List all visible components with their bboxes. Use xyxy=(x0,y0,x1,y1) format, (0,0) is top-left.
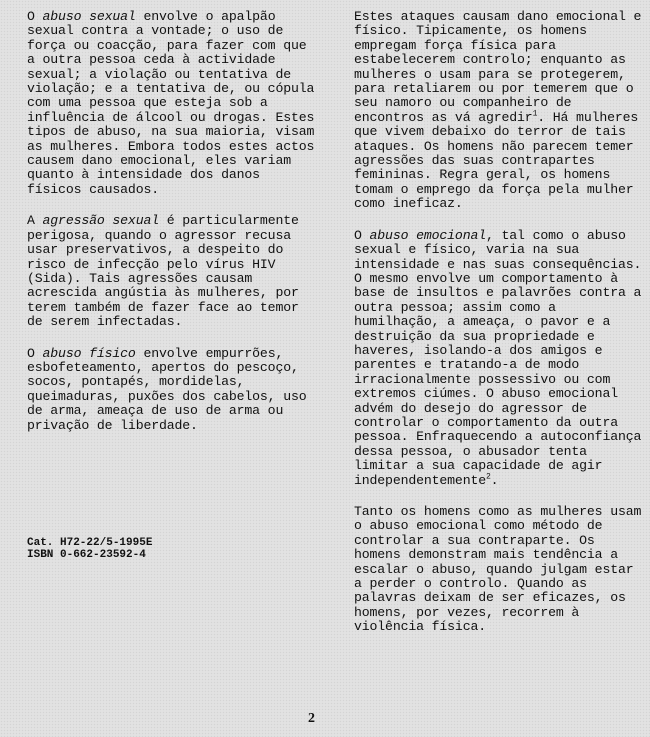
right-column xyxy=(354,10,644,652)
catalog-number: Cat. H72-22/5-1995E xyxy=(27,537,153,549)
footnote-ref-2: 2 xyxy=(486,472,491,482)
paragraph-sexual-abuse: O abuso sexual envolve o apalpão sexual contra a vontade; o uso de força ou coacção, para fazer com que a outra pessoa ceda à actividade sexual; a violação ou tentativa de violação; e a tentativa de, ou cópula com uma pessoa que esteja sob a influência de álcool ou drogas. Estes tipos de abuso, na sua maioria, visam as mulheres. Embora todos estes actos causem dano emocional, eles variam quanto à intensidade dos danos físicos causados. xyxy=(27,9,315,197)
isbn-number: ISBN 0-662-23592-4 xyxy=(27,549,146,561)
paragraph-emotional-abuse: O abuso emocional, tal como o abuso sexual e físico, varia na sua intensidade e nas suas consequências. O mesmo envolve um comportamento à base de insultos e palavrões contra a outra pessoa; assim como a humilhação, a ameaça, o pavor e a destruição da sua propriedade e haveres, isolando-a dos amigos e parentes e tratando-a de modo irracionalmente possessivo ou com extremos ciúmes. O abuso emocional advém do desejo do agressor de controlar o comportamento da outra pessoa. Enfraquecendo a autoconfiança dessa pessoa, o abusador tenta limitar a sua capacidade de agir independentemente$^2$. xyxy=(354,227,642,488)
footnote-ref-1: 1 xyxy=(532,109,538,119)
paragraph-attacks: Estes ataques causam dano emocional e físico. Tipicamente, os homens empregam força física para estabelecerem controlo; enquanto as mulheres o usam para se protegerem, para retaliarem ou por temerem que o seu namoro ou companheiro de encontros as vá agredir$^1$. Há mulheres que vivem debaixo do terror de tais ataques. Os homens não parecem temer agressões das suas contrapartes femininas. Regra geral, os homens tomam o emprego da força pela mulher como ineficaz. xyxy=(354,9,642,212)
term-physical-abuse: abuso físico xyxy=(42,345,136,361)
paragraph-physical-abuse: O abuso físico envolve empurrões, esbofeteamento, apertos do pescoço, socos, pontapés, mordidelas, queimaduras, puxões dos cabelos, uso de arma, ameaça de uso de arma ou privação de liberdade. xyxy=(27,345,307,433)
paragraph-both-genders: Tanto os homens como as mulheres usam o abuso emocional como método de controlar a sua contraparte. Os homens demonstram mais tendência a escalar o abuso, quando julgam estar a perder o controlo. Quando as palavras deixam de ser eficazes, os homens, por vezes, recorrem à violência física. xyxy=(354,504,642,635)
term-sexual-abuse: abuso sexual xyxy=(42,9,136,24)
page-number: 2 xyxy=(308,711,315,726)
left-column xyxy=(27,10,317,450)
term-emotional-abuse: abuso emocional xyxy=(369,227,486,243)
term-sexual-aggression: agressão sexual xyxy=(42,213,159,229)
paragraph-sexual-aggression: A agressão sexual é particularmente perigosa, quando o agressor recusa usar preservativos, a despeito do risco de infecção pelo vírus HIV (Sida). Tais agressões causam acrescida angústia às mulheres, por terem também de fazer face ao temor de serem infectadas. xyxy=(27,213,299,330)
catalog-info xyxy=(27,537,152,561)
